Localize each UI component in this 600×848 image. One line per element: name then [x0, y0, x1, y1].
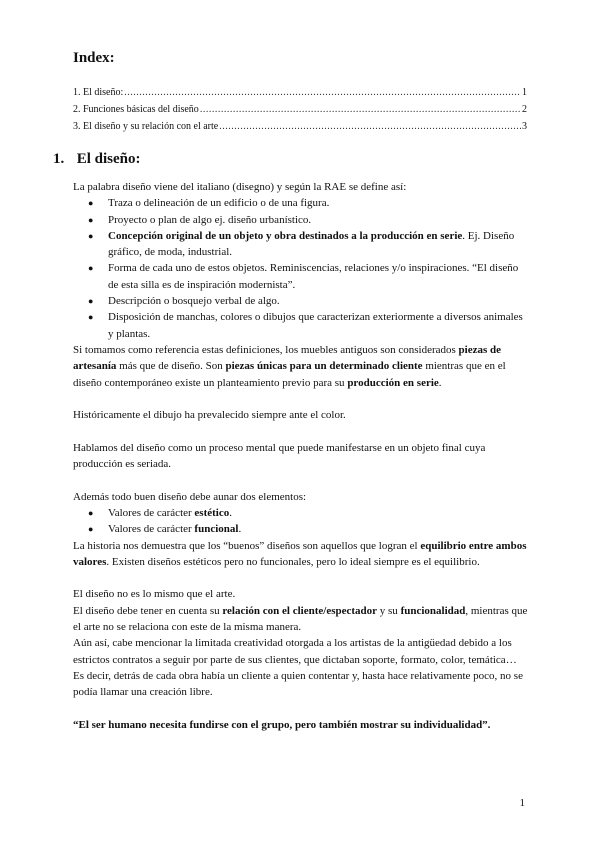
elements-paragraph: Además todo buen diseño debe aunar dos elementos: — [73, 490, 307, 503]
text-run: . — [229, 506, 232, 519]
toc-entry-label: 3. El diseño y su relación con el arte — [73, 121, 219, 132]
art-paragraph: El diseño no es lo mismo que el arte. — [73, 588, 236, 601]
list-item — [73, 195, 530, 211]
index-title: Index: — [73, 50, 115, 66]
toc-entry-page: 2 — [522, 104, 527, 115]
list-item-text: Traza o delineación de un edificio o de una figura. — [108, 197, 330, 210]
list-item-text: Forma de cada uno de estos objetos. Reminiscencias, relaciones y/o inspiraciones. “El diseño de esta silla es de inspiración modernista”. — [108, 262, 519, 291]
text-run: mientras que en el diseño contemporáneo existe un planteamiento previo para su — [73, 360, 506, 389]
toc-entry-page: 1 — [522, 87, 527, 98]
list-item — [73, 293, 530, 309]
paragraph-gap — [73, 701, 530, 717]
toc-entry[interactable] — [73, 104, 527, 115]
section-heading — [53, 151, 141, 168]
process-paragraph: Hablamos del diseño como un proceso mental que puede manifestarse en un objeto final cuya producción es seriada. — [73, 441, 486, 471]
bold-text: producción en serie — [347, 376, 439, 389]
toc-leader-dots — [219, 121, 521, 132]
text-run: El diseño debe tener en cuenta su — [73, 604, 223, 617]
toc-entry-page: 3 — [522, 121, 527, 132]
list-item-text: . Ej. Diseño gráfico, de moda, industrial. — [108, 229, 515, 259]
paragraph-gap — [73, 391, 530, 407]
bold-text: funcional — [194, 523, 239, 536]
list-item — [73, 212, 530, 228]
list-item — [73, 228, 530, 261]
page-number: 1 — [519, 797, 525, 809]
creativity-paragraph: Aún así, cabe mencionar la limitada creatividad otorgada a los artistas de la antigüedad debido a los estrictos contratos a seguir por parte de sus clientes, que dictaban soporte, formato, color, temática… Es decir, detrás de cada obra había un cliente a quien contentar y, hasta hace relativamente poco, no se podía llamar una creación libre. — [73, 637, 523, 699]
toc-entry-label: 2. Funciones básicas del diseño — [73, 104, 199, 115]
bold-text: funcionalidad — [400, 604, 466, 617]
client-paragraph — [73, 603, 530, 636]
list-item-bold-text: Concepción original de un objeto y obra destinados a la producción en serie — [108, 229, 463, 242]
section-number: 1. — [53, 151, 65, 167]
section-body — [73, 179, 530, 733]
toc-leader-dots — [124, 87, 521, 98]
list-item-text: Proyecto o plan de algo ej. diseño urbanístico. — [108, 213, 312, 226]
toc-entry-label: 1. El diseño: — [73, 87, 124, 98]
text-run: más que de diseño. Son — [116, 360, 226, 373]
text-run: . — [438, 376, 442, 389]
list-item — [73, 309, 530, 342]
paragraph-gap — [73, 423, 530, 439]
bold-text: relación con el cliente/espectador — [222, 604, 378, 617]
bold-text: piezas de artesanía — [73, 343, 502, 373]
text-run: Si tomamos como referencia estas definiciones, los muebles antiguos son considerados — [73, 343, 459, 356]
equilibrium-paragraph — [73, 538, 530, 571]
toc-entry[interactable] — [73, 87, 527, 98]
list-item-text: Disposición de manchas, colores o dibujos que caracterizan exteriormente a diversos animales y plantas. — [108, 311, 523, 340]
bold-text: estético — [194, 506, 230, 519]
list-item — [73, 521, 530, 537]
definition-list — [73, 195, 530, 342]
values-list — [73, 505, 530, 538]
text-run: , mientras que el arte no se relaciona con este de la misma manera. — [73, 604, 528, 634]
section-title: El diseño: — [76, 151, 141, 167]
text-run: La historia nos demuestra que los “buenos” diseños son aquellos que logran el — [73, 539, 421, 552]
bold-text: equilibrio entre ambos valores — [73, 539, 527, 568]
list-item-text: Descripción o bosquejo verbal de algo. — [108, 295, 280, 308]
list-item — [73, 260, 530, 293]
history-paragraph: Históricamente el dibujo ha prevalecido siempre ante el color. — [73, 409, 346, 422]
list-item — [73, 505, 530, 521]
quote: “El ser humano necesita fundirse con el grupo, pero también mostrar su individualidad”. — [73, 718, 491, 731]
bold-text: piezas únicas para un determinado cliente — [225, 360, 423, 373]
intro-paragraph: La palabra diseño viene del italiano (disegno) y según la RAE se define así: — [73, 181, 407, 193]
text-run: Valores de carácter — [108, 523, 195, 536]
artesania-paragraph — [73, 342, 530, 391]
toc-leader-dots — [200, 104, 521, 115]
paragraph-gap — [73, 472, 530, 488]
text-run: . Existen diseños estéticos pero no funcionales, pero lo ideal siempre es el equilibrio. — [106, 555, 480, 568]
text-run: . — [238, 523, 242, 536]
paragraph-gap — [73, 570, 530, 586]
text-run: y su — [377, 604, 401, 617]
text-run: Valores de carácter — [108, 506, 195, 519]
toc-entry[interactable] — [73, 121, 527, 132]
